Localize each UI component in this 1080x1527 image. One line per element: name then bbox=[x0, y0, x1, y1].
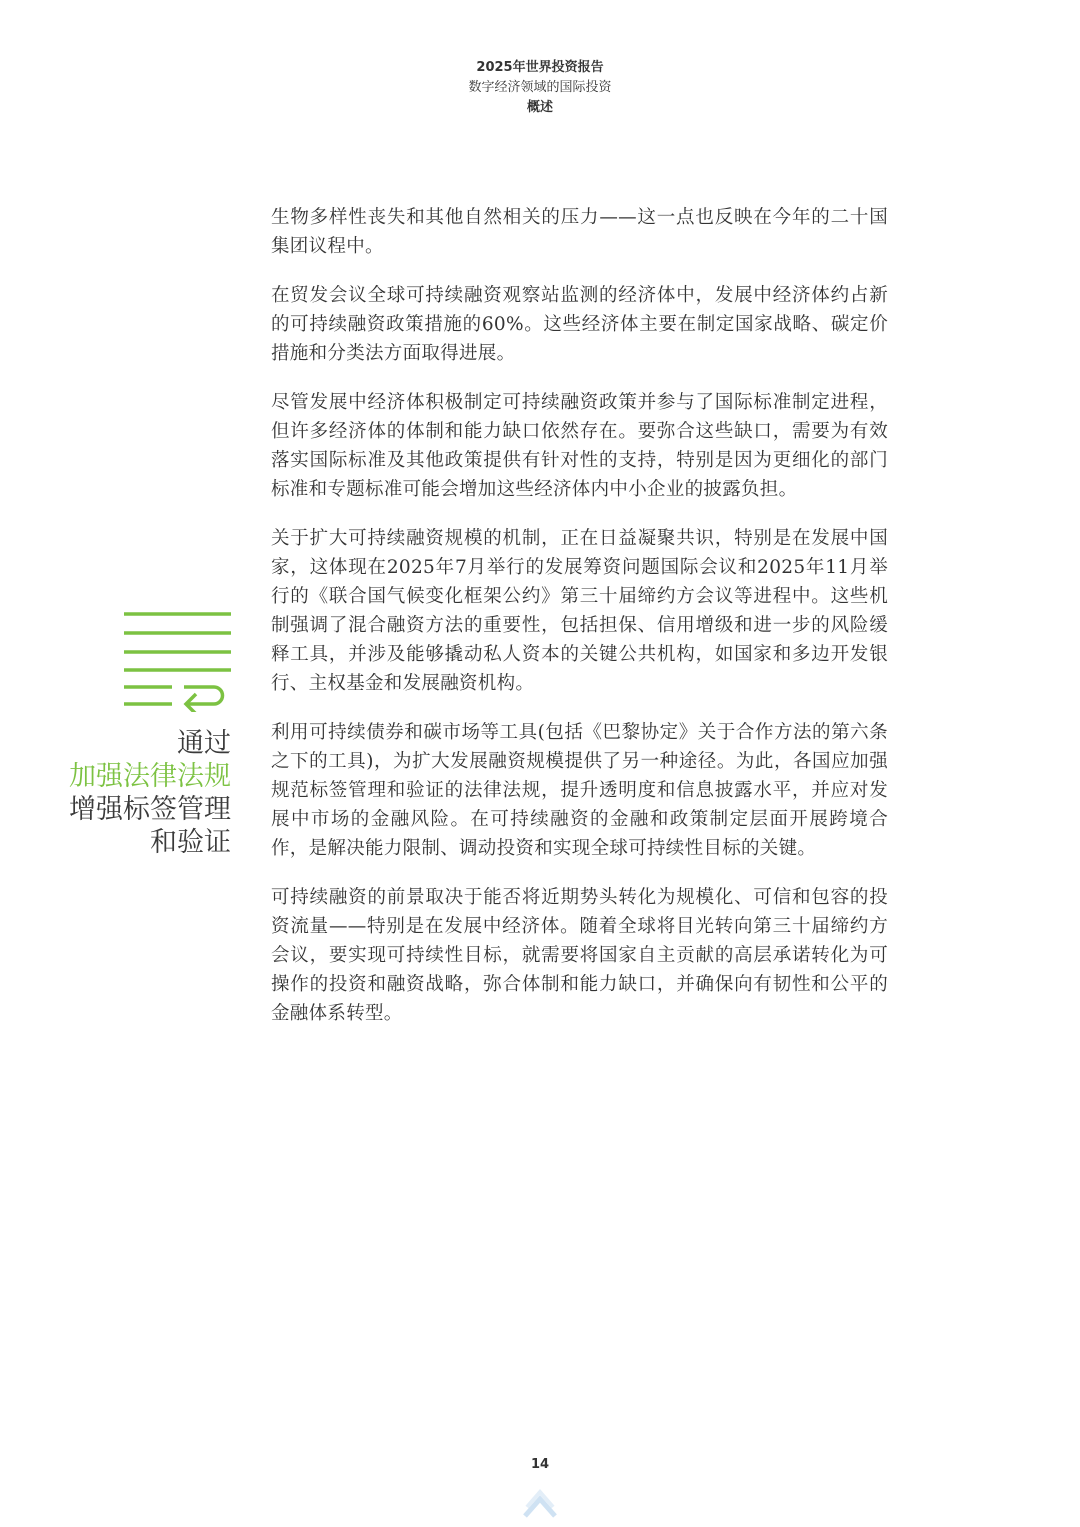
sidebar-heading-line: 和验证 bbox=[150, 827, 231, 858]
section-title: 概述 bbox=[526, 100, 553, 115]
text-lines-return-arrow-icon bbox=[120, 606, 236, 712]
paragraph: 关于扩大可持续融资规模的机制，正在日益凝聚共识，特别是在发展中国家，这体现在2025年7月举行的发展筹资问题国际会议和2025年11月举行的《联合国气候变化框架公约》第三十届缔约方会议等进程中。这些机制强调了混合融资方法的重要性，包括担保、信用增级和进一步的风险缓释工具，并涉及能够撬动私人资本的关键公共机构，如国家和多边开发银行、主权基金和发展融资机构。 bbox=[271, 528, 888, 694]
page-header bbox=[0, 58, 1080, 118]
paragraph: 生物多样性丧失和其他自然相关的压力——这一点也反映在今年的二十国集团议程中。 bbox=[271, 207, 888, 257]
sidebar-heading-line: 增强标签管理 bbox=[69, 794, 231, 825]
sidebar-heading bbox=[30, 727, 231, 859]
paragraph: 可持续融资的前景取决于能否将近期势头转化为规模化、可信和包容的投资流量——特别是在发展中经济体。随着全球将目光转向第三十届缔约方会议，要实现可持续性目标，就需要将国家自主贡献的高层承诺转化为可操作的投资和融资战略，弥合体制和能力缺口，并确保向有韧性和公平的金融体系转型。 bbox=[271, 887, 888, 1024]
chevron-up-icon[interactable] bbox=[521, 1486, 559, 1520]
paragraph: 尽管发展中经济体积极制定可持续融资政策并参与了国际标准制定进程，但许多经济体的体制和能力缺口依然存在。要弥合这些缺口，需要为有效落实国际标准及其他政策提供有针对性的支持，特别是因为更细化的部门标准和专题标准可能会增加这些经济体内中小企业的披露负担。 bbox=[271, 392, 888, 500]
main-text bbox=[271, 203, 888, 1048]
page-number: 14 bbox=[530, 1457, 550, 1472]
report-title: 2025年世界投资报告 bbox=[476, 60, 604, 75]
report-subtitle: 数字经济领域的国际投资 bbox=[468, 80, 612, 95]
sidebar-heading-line: 通过 bbox=[177, 728, 231, 759]
paragraph: 利用可持续债券和碳市场等工具(包括《巴黎协定》关于合作方法的第六条之下的工具)，为扩大发展融资规模提供了另一种途径。为此，各国应加强规范标签管理和验证的法律法规，提升透明度和信息披露水平，并应对发展中市场的金融风险。在可持续融资的金融和政策制定层面开展跨境合作，是解决能力限制、调动投资和实现全球可持续性目标的关键。 bbox=[271, 722, 888, 859]
paragraph: 在贸发会议全球可持续融资观察站监测的经济体中，发展中经济体约占新的可持续融资政策措施的60%。这些经济体主要在制定国家战略、碳定价措施和分类法方面取得进展。 bbox=[271, 285, 888, 364]
sidebar-heading-highlight: 加强法律法规 bbox=[69, 761, 231, 792]
